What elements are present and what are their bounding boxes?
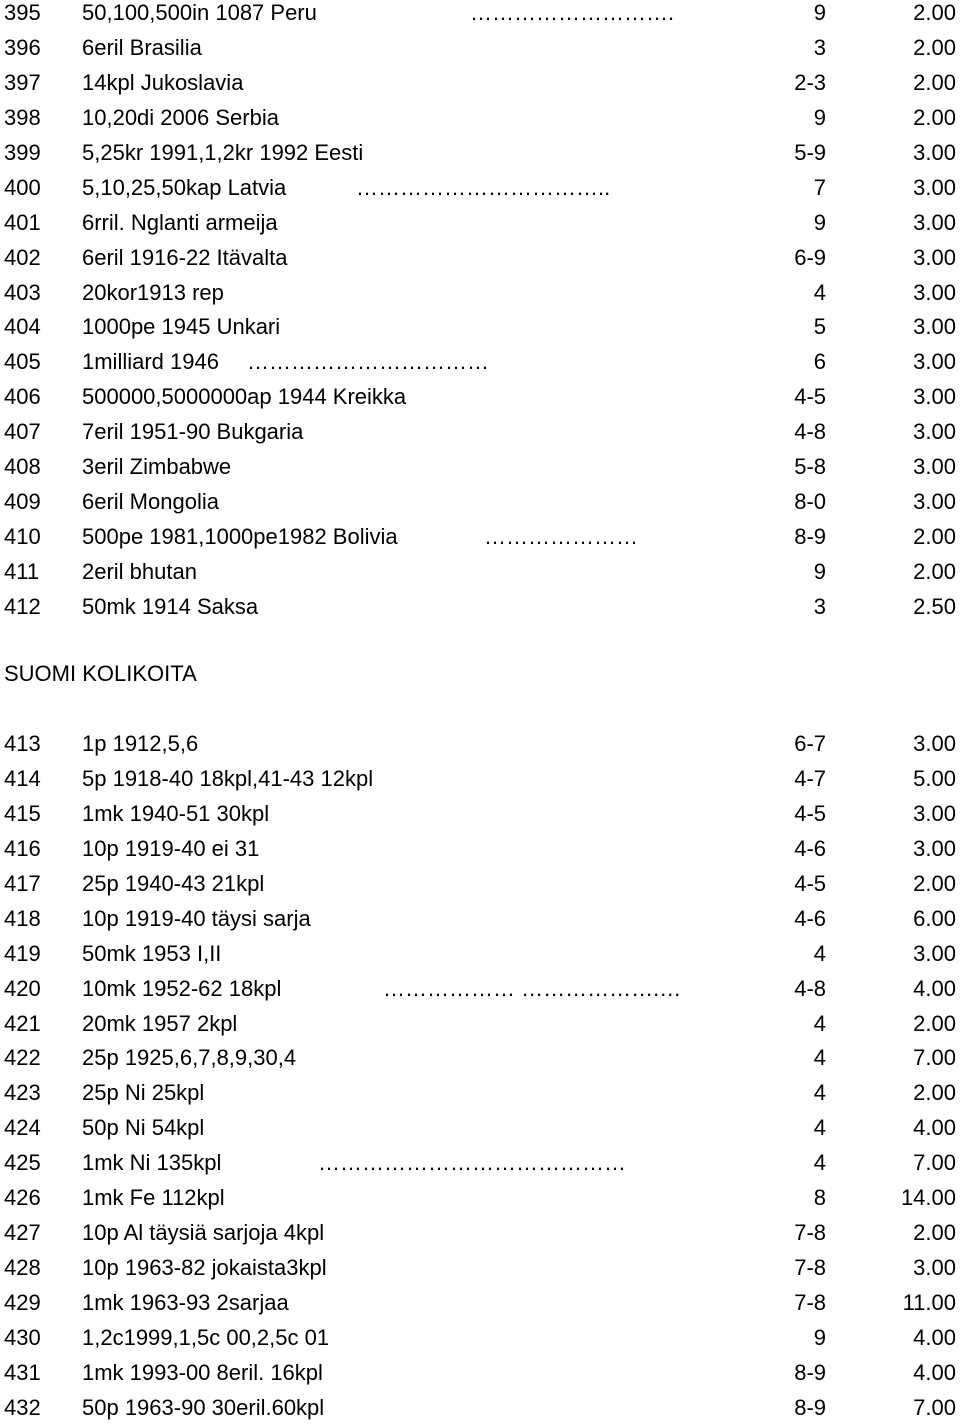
list-item <box>0 310 960 344</box>
item-price: 3.00 <box>913 454 956 480</box>
item-number: 407 <box>4 419 41 445</box>
item-description: 10p Al täysiä sarjoja 4kpl <box>82 1220 325 1246</box>
item-grade: 4 <box>813 1115 826 1141</box>
leader-dots: ……………… ……………….… <box>383 975 682 1001</box>
item-price: 7.00 <box>913 1394 956 1420</box>
item-price: 2.00 <box>913 1220 956 1246</box>
list-item <box>0 520 960 554</box>
item-description: 1,2c1999,1,5c 00,2,5c 01 <box>82 1324 330 1350</box>
item-description: 20kor1913 rep <box>82 279 224 305</box>
item-price: 2.00 <box>913 1080 956 1106</box>
item-price: 4.00 <box>913 1115 956 1141</box>
list-item <box>0 1041 960 1075</box>
list-item <box>0 276 960 310</box>
list-item <box>0 902 960 936</box>
item-number: 403 <box>4 279 41 305</box>
item-number: 430 <box>4 1324 41 1350</box>
item-number: 431 <box>4 1359 41 1385</box>
item-number: 401 <box>4 209 41 235</box>
item-grade: 3 <box>813 593 826 619</box>
list-item <box>0 1321 960 1355</box>
list-item <box>0 937 960 971</box>
item-price: 4.00 <box>913 1359 956 1385</box>
item-description: 50,100,500in 1087 Peru <box>82 0 317 25</box>
list-item <box>0 1007 960 1041</box>
leader-dots: …………………………… <box>247 349 489 375</box>
item-description: 50mk 1914 Saksa <box>82 593 259 619</box>
item-description: 10p 1963-82 jokaista3kpl <box>82 1255 327 1281</box>
item-grade: 5-9 <box>794 139 826 165</box>
item-grade: 9 <box>813 104 826 130</box>
item-grade: 8-9 <box>794 1359 826 1385</box>
item-grade: 4-7 <box>794 765 826 791</box>
item-grade: 4 <box>813 1150 826 1176</box>
item-price: 11.00 <box>902 1290 956 1316</box>
item-number: 428 <box>4 1255 41 1281</box>
item-price: 4.00 <box>913 975 956 1001</box>
item-number: 418 <box>4 905 41 931</box>
list-item <box>0 241 960 275</box>
item-number: 415 <box>4 800 41 826</box>
item-grade: 5-8 <box>794 454 826 480</box>
list-item <box>0 1286 960 1320</box>
item-description: 5p 1918-40 18kpl,41-43 12kpl <box>82 765 374 791</box>
list-item <box>0 1111 960 1145</box>
item-price: 3.00 <box>913 489 956 515</box>
section-heading: SUOMI KOLIKOITA <box>4 661 197 686</box>
item-grade: 7-8 <box>794 1290 826 1316</box>
item-price: 7.00 <box>913 1150 956 1176</box>
item-grade: 9 <box>813 1324 826 1350</box>
item-price: 3.00 <box>913 314 956 340</box>
list-item <box>0 31 960 65</box>
item-grade: 4 <box>813 279 826 305</box>
item-number: 400 <box>4 174 41 200</box>
item-grade: 5 <box>813 314 826 340</box>
item-number: 398 <box>4 104 41 130</box>
item-grade: 8 <box>813 1185 826 1211</box>
item-number: 432 <box>4 1394 41 1420</box>
list-item <box>0 450 960 484</box>
item-number: 414 <box>4 765 41 791</box>
item-number: 397 <box>4 69 41 95</box>
item-price: 3.00 <box>913 419 956 445</box>
item-description: 50p Ni 54kpl <box>82 1115 205 1141</box>
item-price: 3.00 <box>913 1255 956 1281</box>
list-item <box>0 867 960 901</box>
list-item <box>0 101 960 135</box>
item-description: 10p 1919-40 ei 31 <box>82 835 260 861</box>
item-description: 500pe 1981,1000pe1982 Bolivia <box>82 524 398 550</box>
list-item <box>0 485 960 519</box>
item-description: 25p Ni 25kpl <box>82 1080 205 1106</box>
item-number: 411 <box>4 559 40 585</box>
list-item <box>0 1076 960 1110</box>
item-price: 2.00 <box>913 1010 956 1036</box>
item-price: 14.00 <box>900 1185 956 1211</box>
item-number: 429 <box>4 1290 41 1316</box>
item-description: 50mk 1953 I,II <box>82 940 222 966</box>
item-number: 421 <box>4 1010 41 1036</box>
list-item <box>0 345 960 379</box>
item-description: 5,10,25,50kap Latvia <box>82 174 287 200</box>
item-number: 412 <box>4 593 41 619</box>
item-description: 6eril 1916-22 Itävalta <box>82 244 288 270</box>
item-price: 3.00 <box>913 835 956 861</box>
list-item <box>0 1181 960 1215</box>
item-grade: 9 <box>813 559 826 585</box>
item-price: 2.00 <box>913 524 956 550</box>
item-price: 3.00 <box>913 731 956 756</box>
item-grade: 3 <box>813 34 826 60</box>
item-description: 5,25kr 1991,1,2kr 1992 Eesti <box>82 139 364 165</box>
item-price: 2.00 <box>913 0 956 25</box>
item-grade: 9 <box>813 0 826 25</box>
leader-dots: …………………………………… <box>318 1150 626 1176</box>
item-description: 1mk Fe 112kpl <box>82 1185 225 1211</box>
item-description: 50p 1963-90 30eril.60kpl <box>82 1394 325 1420</box>
item-number: 408 <box>4 454 41 480</box>
item-price: 2.00 <box>913 104 956 130</box>
item-grade: 4 <box>813 940 826 966</box>
item-number: 396 <box>4 34 41 60</box>
item-price: 2.00 <box>913 69 956 95</box>
item-description: 1mk Ni 135kpl <box>82 1150 222 1176</box>
item-grade: 2-3 <box>794 69 826 95</box>
leader-dots: …………………………….. <box>356 174 611 200</box>
item-price: 3.00 <box>913 244 956 270</box>
item-number: 404 <box>4 314 41 340</box>
item-description: 6eril Mongolia <box>82 489 219 515</box>
item-description: 1000pe 1945 Unkari <box>82 314 281 340</box>
item-grade: 4-5 <box>794 800 826 826</box>
item-price: 2.50 <box>913 593 956 619</box>
list-item <box>0 66 960 100</box>
list-item <box>0 797 960 831</box>
item-grade: 6-9 <box>794 244 826 270</box>
item-price: 3.00 <box>913 800 956 826</box>
list-item <box>0 1356 960 1390</box>
item-price: 4.00 <box>913 1324 956 1350</box>
item-number: 406 <box>4 384 41 410</box>
item-price: 3.00 <box>913 279 956 305</box>
list-item <box>0 206 960 240</box>
item-grade: 4 <box>813 1045 826 1071</box>
item-price: 3.00 <box>913 384 956 410</box>
item-description: 1mk 1963-93 2sarjaa <box>82 1290 289 1316</box>
list-item <box>0 171 960 205</box>
list-item <box>0 762 960 796</box>
item-price: 3.00 <box>913 209 956 235</box>
list-item <box>0 727 960 761</box>
leader-dots: ………………… <box>484 524 638 550</box>
list-item <box>0 1146 960 1180</box>
item-number: 424 <box>4 1115 41 1141</box>
item-grade: 7-8 <box>794 1255 826 1281</box>
item-grade: 4-8 <box>794 419 826 445</box>
list-item <box>0 415 960 449</box>
item-grade: 9 <box>813 209 826 235</box>
item-grade: 7-8 <box>794 1220 826 1246</box>
item-grade: 6 <box>813 349 826 375</box>
item-grade: 8-9 <box>794 524 826 550</box>
item-description: 14kpl Jukoslavia <box>82 69 244 95</box>
item-number: 425 <box>4 1150 41 1176</box>
item-grade: 4-6 <box>794 905 826 931</box>
list-item <box>0 136 960 170</box>
item-description: 25p 1925,6,7,8,9,30,4 <box>82 1045 297 1071</box>
item-number: 413 <box>4 731 41 756</box>
item-grade: 4 <box>813 1080 826 1106</box>
leader-dots: ………………………. <box>470 0 675 25</box>
item-price: 3.00 <box>913 174 956 200</box>
item-number: 422 <box>4 1045 41 1071</box>
list-item <box>0 1251 960 1285</box>
item-price: 5.00 <box>913 765 956 791</box>
item-number: 395 <box>4 0 41 25</box>
item-price: 2.00 <box>913 34 956 60</box>
item-description: 10,20di 2006 Serbia <box>82 104 279 130</box>
item-number: 399 <box>4 139 41 165</box>
list-item <box>0 972 960 1006</box>
item-description: 2eril bhutan <box>82 559 197 585</box>
item-grade: 6-7 <box>794 731 826 756</box>
list-item <box>0 590 960 624</box>
item-grade: 4 <box>813 1010 826 1036</box>
item-grade: 4-8 <box>794 975 826 1001</box>
item-description: 25p 1940-43 21kpl <box>82 870 265 896</box>
item-number: 409 <box>4 489 41 515</box>
item-description: 10p 1919-40 täysi sarja <box>82 905 311 931</box>
item-grade: 4-6 <box>794 835 826 861</box>
item-number: 402 <box>4 244 41 270</box>
item-grade: 8-9 <box>794 1394 826 1420</box>
item-number: 427 <box>4 1220 41 1246</box>
item-grade: 8-0 <box>794 489 826 515</box>
item-description: 1mk 1993-00 8eril. 16kpl <box>82 1359 323 1385</box>
item-description: 6rril. Nglanti armeija <box>82 209 278 235</box>
item-price: 6.00 <box>913 905 956 931</box>
item-description: 500000,5000000ap 1944 Kreikka <box>82 384 407 410</box>
list-item <box>0 1216 960 1250</box>
list-item <box>0 832 960 866</box>
list-item <box>0 0 960 30</box>
item-description: 1p 1912,5,6 <box>82 731 199 756</box>
item-grade: 4-5 <box>794 870 826 896</box>
list-item <box>0 555 960 589</box>
item-price: 2.00 <box>913 559 956 585</box>
item-number: 416 <box>4 835 41 861</box>
item-description: 7eril 1951-90 Bukgaria <box>82 419 304 445</box>
item-number: 423 <box>4 1080 41 1106</box>
item-description: 10mk 1952-62 18kpl <box>82 975 282 1001</box>
item-price: 3.00 <box>913 940 956 966</box>
item-description: 6eril Brasilia <box>82 34 202 60</box>
item-description: 20mk 1957 2kpl <box>82 1010 238 1036</box>
item-number: 417 <box>4 870 41 896</box>
item-price: 7.00 <box>913 1045 956 1071</box>
item-number: 426 <box>4 1185 41 1211</box>
item-description: 1milliard 1946 <box>82 349 219 375</box>
item-grade: 4-5 <box>794 384 826 410</box>
item-number: 410 <box>4 524 41 550</box>
item-price: 3.00 <box>913 139 956 165</box>
item-price: 3.00 <box>913 349 956 375</box>
list-item <box>0 380 960 414</box>
item-description: 1mk 1940-51 30kpl <box>82 800 270 826</box>
item-number: 420 <box>4 975 41 1001</box>
item-price: 2.00 <box>913 870 956 896</box>
item-number: 405 <box>4 349 41 375</box>
item-description: 3eril Zimbabwe <box>82 454 232 480</box>
item-number: 419 <box>4 940 41 966</box>
item-grade: 7 <box>813 174 826 200</box>
